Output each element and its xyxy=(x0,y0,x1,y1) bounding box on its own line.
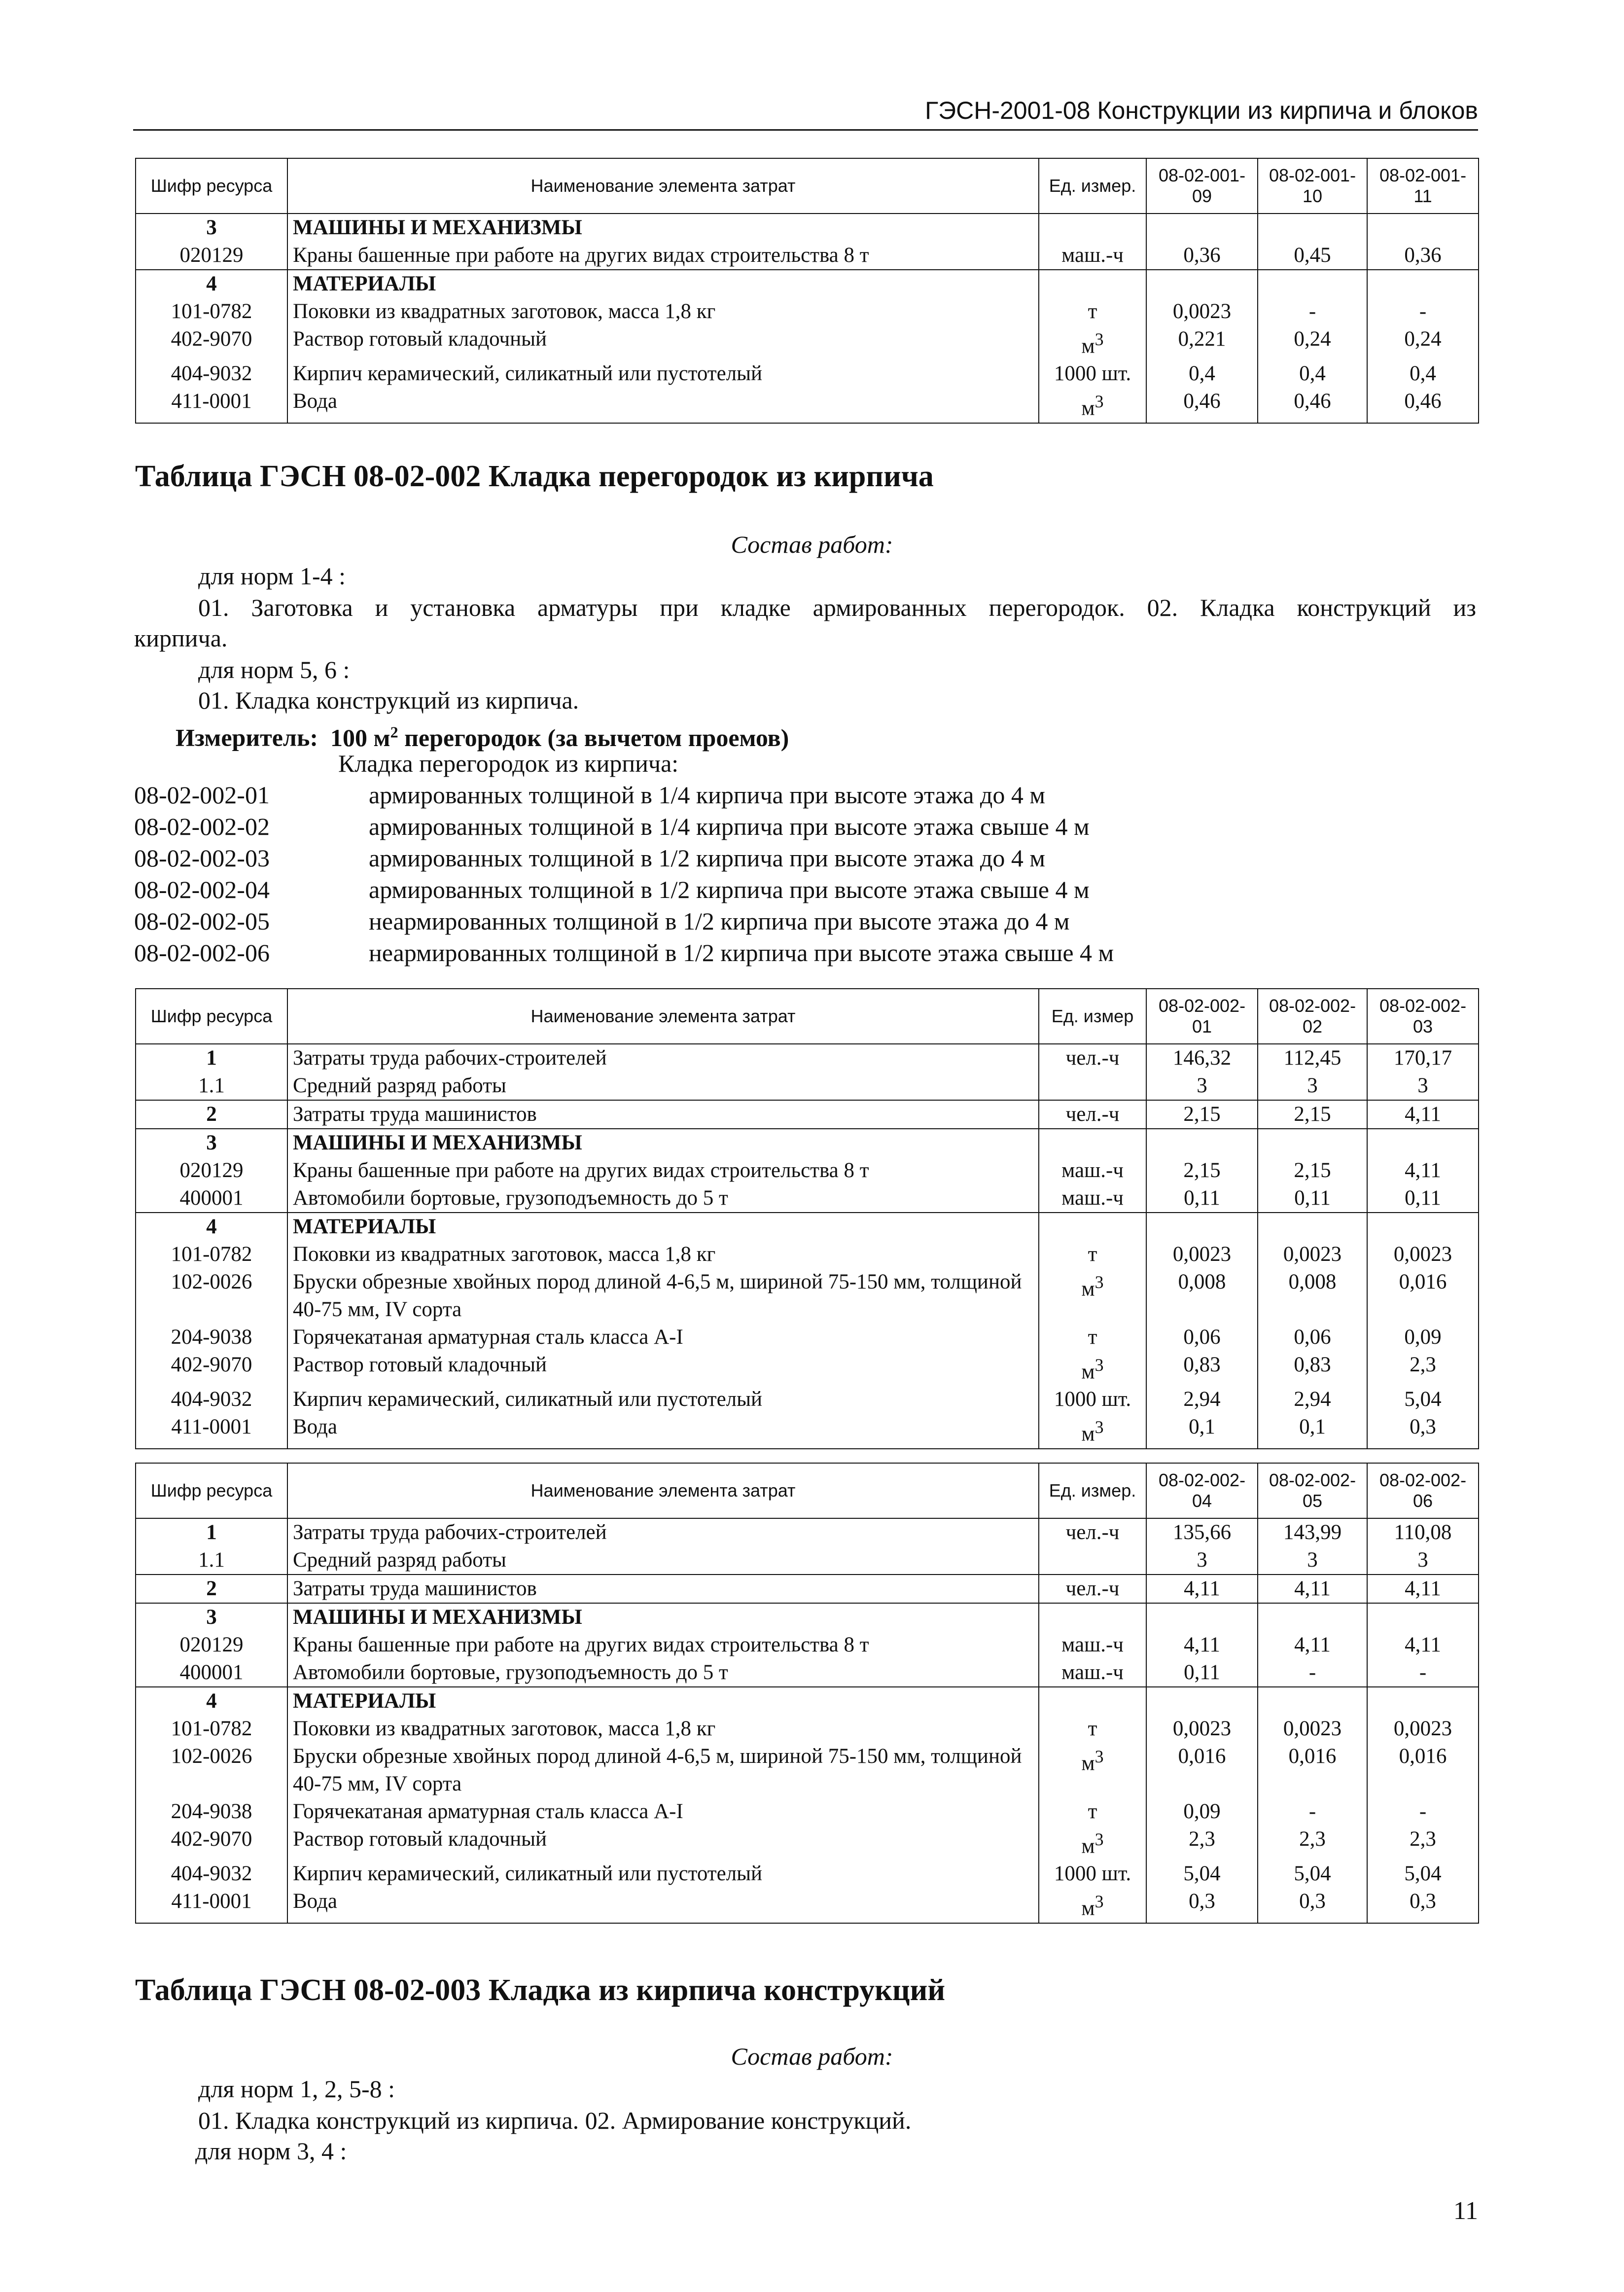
cell-b: 0,1 xyxy=(1258,1413,1367,1448)
cell-code: 1.1 xyxy=(136,1072,287,1100)
cell-a: 0,221 xyxy=(1146,325,1258,360)
cell-unit xyxy=(1039,1072,1146,1100)
cell-unit xyxy=(1039,270,1146,298)
cell-c: 2,3 xyxy=(1367,1826,1479,1860)
cell-a: 0,008 xyxy=(1146,1268,1258,1324)
table-header-row xyxy=(136,1463,1479,1518)
cell-c xyxy=(1367,1129,1479,1157)
cell-a: 146,32 xyxy=(1146,1044,1258,1072)
cell-b: 2,15 xyxy=(1258,1157,1367,1184)
cell-c: 0,24 xyxy=(1367,325,1479,360)
cell-b: 4,11 xyxy=(1258,1575,1367,1603)
meter-label: Измеритель: xyxy=(176,723,318,752)
cell-a: 3 xyxy=(1146,1546,1258,1575)
cell-unit: т xyxy=(1039,1715,1146,1743)
cell-name: Вода xyxy=(287,388,1039,423)
cell-a xyxy=(1146,270,1258,298)
cell-a: 0,3 xyxy=(1146,1888,1258,1923)
cell-name: Краны башенные при работе на других видах строительства 8 т xyxy=(287,242,1039,270)
cell-a: 0,4 xyxy=(1146,360,1258,388)
cell-c: 0,4 xyxy=(1367,360,1479,388)
cell-code: 404-9032 xyxy=(136,1386,287,1413)
cell-code: 4 xyxy=(136,1213,287,1241)
header-code: Шифр ресурса xyxy=(136,1463,287,1518)
cell-b: 5,04 xyxy=(1258,1860,1367,1888)
page-number: 11 xyxy=(1453,2197,1478,2225)
works-text: 01. Заготовка и установка арматуры при кладке армированных перегородок. 02. Кладка конструкций из xyxy=(198,594,1476,621)
cell-unit: т xyxy=(1039,1798,1146,1826)
norm-item: 08-02-002-06 неармированных толщиной в 1/2 кирпича при высоте этажа свыше 4 м xyxy=(134,939,1114,967)
table-row xyxy=(136,1518,1479,1546)
cell-b: 143,99 xyxy=(1258,1518,1367,1546)
cell-name: Бруски обрезные хвойных пород длиной 4-6,5 м, шириной 75-150 мм, толщиной 40-75 мм, IV сорта xyxy=(287,1268,1039,1324)
cell-c: 0,0023 xyxy=(1367,1715,1479,1743)
cell-name: МАТЕРИАЛЫ xyxy=(287,1687,1039,1715)
header-name: Наименование элемента затрат xyxy=(287,158,1039,214)
cell-c: 2,3 xyxy=(1367,1351,1479,1386)
cell-c: 5,04 xyxy=(1367,1386,1479,1413)
section-title: Таблица ГЭСН 08-02-003 Кладка из кирпича конструкций xyxy=(135,1973,946,2007)
cell-c: 4,11 xyxy=(1367,1157,1479,1184)
cell-unit: $м^3$ xyxy=(1039,325,1146,360)
norms-label: для норм 1-4 : xyxy=(198,562,346,590)
cell-c: 3 xyxy=(1367,1546,1479,1575)
cell-name: Вода xyxy=(287,1888,1039,1923)
cell-code: 1 xyxy=(136,1518,287,1546)
cell-code: 020129 xyxy=(136,1631,287,1659)
table-row xyxy=(136,1743,1479,1798)
cell-b: 0,4 xyxy=(1258,360,1367,388)
table-row xyxy=(136,325,1479,360)
cell-name: Затраты труда машинистов xyxy=(287,1100,1039,1129)
cell-code: 404-9032 xyxy=(136,1860,287,1888)
table-row xyxy=(136,1546,1479,1575)
cell-name: Раствор готовый кладочный xyxy=(287,1351,1039,1386)
cell-a: 0,46 xyxy=(1146,388,1258,423)
header-code: Шифр ресурса xyxy=(136,158,287,214)
cell-unit: маш.-ч xyxy=(1039,1659,1146,1687)
cell-code: 411-0001 xyxy=(136,1888,287,1923)
table-row xyxy=(136,242,1479,270)
cell-name: Горячекатаная арматурная сталь класса А-I xyxy=(287,1798,1039,1826)
cell-c xyxy=(1367,1603,1479,1631)
table-row xyxy=(136,1798,1479,1826)
cell-a: 0,1 xyxy=(1146,1413,1258,1448)
cell-a: 0,83 xyxy=(1146,1351,1258,1386)
norms-label: для норм 1, 2, 5-8 : xyxy=(198,2075,395,2103)
header-unit: Ед. измер xyxy=(1039,989,1146,1044)
table-row xyxy=(136,1575,1479,1603)
cell-unit: т xyxy=(1039,298,1146,325)
table-row xyxy=(136,1268,1479,1324)
cell-c: 3 xyxy=(1367,1072,1479,1100)
cell-b xyxy=(1258,1603,1367,1631)
cell-b: 3 xyxy=(1258,1072,1367,1100)
norm-item: 08-02-002-03 армированных толщиной в 1/2 кирпича при высоте этажа до 4 м xyxy=(134,844,1045,872)
cell-a: 2,3 xyxy=(1146,1826,1258,1860)
resource-table-3 xyxy=(135,1463,1479,1924)
cell-unit: маш.-ч xyxy=(1039,242,1146,270)
cell-a xyxy=(1146,1129,1258,1157)
cell-code: 3 xyxy=(136,1603,287,1631)
table-row xyxy=(136,1687,1479,1715)
works-heading: Состав работ: xyxy=(731,531,893,558)
table-row xyxy=(136,1413,1479,1448)
cell-name: Затраты труда машинистов xyxy=(287,1575,1039,1603)
cell-unit: маш.-ч xyxy=(1039,1157,1146,1184)
cell-a: 0,11 xyxy=(1146,1184,1258,1213)
cell-code: 020129 xyxy=(136,1157,287,1184)
cell-c xyxy=(1367,270,1479,298)
works-text: кирпича. xyxy=(134,624,228,652)
cell-code: 101-0782 xyxy=(136,1241,287,1268)
cell-a xyxy=(1146,1687,1258,1715)
cell-a: 2,94 xyxy=(1146,1386,1258,1413)
cell-code: 020129 xyxy=(136,242,287,270)
table-row xyxy=(136,214,1479,242)
section-title: Таблица ГЭСН 08-02-002 Кладка перегородок из кирпича xyxy=(135,460,934,493)
table-row xyxy=(136,1324,1479,1351)
cell-name: МАТЕРИАЛЫ xyxy=(287,270,1039,298)
cell-code: 102-0026 xyxy=(136,1268,287,1324)
running-header: ГЭСН-2001-08 Конструкции из кирпича и блоков xyxy=(133,95,1478,131)
cell-name: Краны башенные при работе на других видах строительства 8 т xyxy=(287,1631,1039,1659)
header-col-c: 08-02-002-03 xyxy=(1367,989,1479,1044)
cell-unit: $м^3$ xyxy=(1039,1743,1146,1798)
cell-unit: 1000 шт. xyxy=(1039,1860,1146,1888)
cell-unit xyxy=(1039,1129,1146,1157)
cell-c: 0,46 xyxy=(1367,388,1479,423)
cell-unit: чел.-ч xyxy=(1039,1575,1146,1603)
cell-name: Вода xyxy=(287,1413,1039,1448)
table-row xyxy=(136,1888,1479,1923)
cell-unit: $м^3$ xyxy=(1039,1826,1146,1860)
table-row xyxy=(136,1044,1479,1072)
cell-b: 0,0023 xyxy=(1258,1241,1367,1268)
cell-b: 2,94 xyxy=(1258,1386,1367,1413)
cell-code: 204-9038 xyxy=(136,1324,287,1351)
cell-name: Кирпич керамический, силикатный или пустотелый xyxy=(287,360,1039,388)
norm-item: 08-02-002-04 армированных толщиной в 1/2 кирпича при высоте этажа свыше 4 м xyxy=(134,876,1090,903)
cell-a: 0,36 xyxy=(1146,242,1258,270)
cell-code: 400001 xyxy=(136,1184,287,1213)
cell-unit: $м^3$ xyxy=(1039,1888,1146,1923)
cell-code: 404-9032 xyxy=(136,360,287,388)
norm-item: 08-02-002-01 армированных толщиной в 1/4 кирпича при высоте этажа до 4 м xyxy=(134,781,1045,809)
cell-unit: чел.-ч xyxy=(1039,1100,1146,1129)
header-unit: Ед. измер. xyxy=(1039,158,1146,214)
norm-item: 08-02-002-05 неармированных толщиной в 1/2 кирпича при высоте этажа до 4 м xyxy=(134,907,1070,935)
cell-unit: т xyxy=(1039,1241,1146,1268)
table-row xyxy=(136,1860,1479,1888)
header-col-c: 08-02-002-06 xyxy=(1367,1463,1479,1518)
cell-c: - xyxy=(1367,1659,1479,1687)
table-row xyxy=(136,1072,1479,1100)
cell-c: 4,11 xyxy=(1367,1631,1479,1659)
table-row xyxy=(136,1100,1479,1129)
cell-name: Раствор готовый кладочный xyxy=(287,1826,1039,1860)
cell-b: 2,3 xyxy=(1258,1826,1367,1860)
cell-name: Автомобили бортовые, грузоподъемность до 5 т xyxy=(287,1659,1039,1687)
cell-b xyxy=(1258,214,1367,242)
table-row xyxy=(136,1826,1479,1860)
cell-name: Горячекатаная арматурная сталь класса А-I xyxy=(287,1324,1039,1351)
cell-code: 101-0782 xyxy=(136,1715,287,1743)
table-row xyxy=(136,270,1479,298)
cell-c: 5,04 xyxy=(1367,1860,1479,1888)
table-row xyxy=(136,298,1479,325)
cell-a: 4,11 xyxy=(1146,1631,1258,1659)
cell-unit: т xyxy=(1039,1324,1146,1351)
cell-unit xyxy=(1039,1213,1146,1241)
cell-name: Поковки из квадратных заготовок, масса 1,8 кг xyxy=(287,298,1039,325)
cell-c xyxy=(1367,1213,1479,1241)
cell-b: 0,45 xyxy=(1258,242,1367,270)
cell-a: 0,016 xyxy=(1146,1743,1258,1798)
header-col-c: 08-02-001-11 xyxy=(1367,158,1479,214)
table-row xyxy=(136,1386,1479,1413)
table-row xyxy=(136,1157,1479,1184)
cell-unit: $м^3$ xyxy=(1039,1268,1146,1324)
header-name: Наименование элемента затрат xyxy=(287,1463,1039,1518)
cell-b: - xyxy=(1258,1798,1367,1826)
cell-a xyxy=(1146,1603,1258,1631)
cell-name: МАТЕРИАЛЫ xyxy=(287,1213,1039,1241)
cell-c: 110,08 xyxy=(1367,1518,1479,1546)
cell-code: 2 xyxy=(136,1575,287,1603)
cell-code: 4 xyxy=(136,270,287,298)
table-row xyxy=(136,388,1479,423)
table-header-row xyxy=(136,158,1479,214)
cell-code: 402-9070 xyxy=(136,325,287,360)
cell-a xyxy=(1146,1213,1258,1241)
table-row xyxy=(136,1631,1479,1659)
cell-unit: $м^3$ xyxy=(1039,1413,1146,1448)
cell-b: - xyxy=(1258,1659,1367,1687)
norm-item: 08-02-002-02 армированных толщиной в 1/4 кирпича при высоте этажа свыше 4 м xyxy=(134,813,1090,840)
cell-b xyxy=(1258,1687,1367,1715)
header-unit: Ед. измер. xyxy=(1039,1463,1146,1518)
cell-a xyxy=(1146,214,1258,242)
cell-code: 3 xyxy=(136,1129,287,1157)
cell-name: Средний разряд работы xyxy=(287,1546,1039,1575)
cell-name: МАШИНЫ И МЕХАНИЗМЫ xyxy=(287,214,1039,242)
cell-unit: маш.-ч xyxy=(1039,1631,1146,1659)
cell-a: 3 xyxy=(1146,1072,1258,1100)
cell-unit: чел.-ч xyxy=(1039,1044,1146,1072)
resource-table-1 xyxy=(135,158,1479,424)
cell-b: 0,46 xyxy=(1258,388,1367,423)
cell-code: 4 xyxy=(136,1687,287,1715)
cell-code: 3 xyxy=(136,214,287,242)
cell-b: 112,45 xyxy=(1258,1044,1367,1072)
cell-c: 0,0023 xyxy=(1367,1241,1479,1268)
cell-c: 0,11 xyxy=(1367,1184,1479,1213)
header-col-b: 08-02-002-05 xyxy=(1258,1463,1367,1518)
header-col-a: 08-02-002-04 xyxy=(1146,1463,1258,1518)
cell-name: Краны башенные при работе на других видах строительства 8 т xyxy=(287,1157,1039,1184)
cell-c: 0,36 xyxy=(1367,242,1479,270)
works-heading: Состав работ: xyxy=(731,2042,893,2070)
cell-c: 0,3 xyxy=(1367,1413,1479,1448)
cell-unit: $м^3$ xyxy=(1039,388,1146,423)
cell-unit: маш.-ч xyxy=(1039,1184,1146,1213)
cell-name: Средний разряд работы xyxy=(287,1072,1039,1100)
table-row xyxy=(136,1213,1479,1241)
table-row xyxy=(136,1715,1479,1743)
table-row xyxy=(136,1184,1479,1213)
cell-code: 102-0026 xyxy=(136,1743,287,1798)
resource-table-2 xyxy=(135,988,1479,1449)
cell-b: 0,24 xyxy=(1258,325,1367,360)
header-col-b: 08-02-002-02 xyxy=(1258,989,1367,1044)
norm-group-title: Кладка перегородок из кирпича: xyxy=(338,750,679,777)
cell-b xyxy=(1258,1129,1367,1157)
cell-code: 1 xyxy=(136,1044,287,1072)
cell-c: 4,11 xyxy=(1367,1575,1479,1603)
cell-unit xyxy=(1039,1546,1146,1575)
header-col-a: 08-02-001-09 xyxy=(1146,158,1258,214)
header-name: Наименование элемента затрат xyxy=(287,989,1039,1044)
cell-a: 2,15 xyxy=(1146,1100,1258,1129)
cell-a: 135,66 xyxy=(1146,1518,1258,1546)
cell-a: 0,0023 xyxy=(1146,1241,1258,1268)
cell-code: 400001 xyxy=(136,1659,287,1687)
cell-c: 170,17 xyxy=(1367,1044,1479,1072)
norms-label: для норм 5, 6 : xyxy=(198,656,350,683)
cell-c: 0,09 xyxy=(1367,1324,1479,1351)
cell-name: Бруски обрезные хвойных пород длиной 4-6,5 м, шириной 75-150 мм, толщиной 40-75 мм, IV сорта xyxy=(287,1743,1039,1798)
cell-name: Кирпич керамический, силикатный или пустотелый xyxy=(287,1860,1039,1888)
cell-b: 0,83 xyxy=(1258,1351,1367,1386)
cell-code: 101-0782 xyxy=(136,298,287,325)
cell-unit: чел.-ч xyxy=(1039,1518,1146,1546)
cell-a: 2,15 xyxy=(1146,1157,1258,1184)
table-row xyxy=(136,1351,1479,1386)
cell-a: 0,0023 xyxy=(1146,298,1258,325)
cell-name: Поковки из квадратных заготовок, масса 1,8 кг xyxy=(287,1241,1039,1268)
cell-name: Автомобили бортовые, грузоподъемность до 5 т xyxy=(287,1184,1039,1213)
table-row xyxy=(136,360,1479,388)
cell-code: 402-9070 xyxy=(136,1351,287,1386)
works-text: 01. Кладка конструкций из кирпича. xyxy=(198,686,579,714)
cell-b: 0,016 xyxy=(1258,1743,1367,1798)
cell-c: - xyxy=(1367,1798,1479,1826)
cell-c xyxy=(1367,214,1479,242)
table-row xyxy=(136,1603,1479,1631)
cell-code: 1.1 xyxy=(136,1546,287,1575)
cell-a: 5,04 xyxy=(1146,1860,1258,1888)
cell-c: 4,11 xyxy=(1367,1100,1479,1129)
cell-b: 0,0023 xyxy=(1258,1715,1367,1743)
cell-c xyxy=(1367,1687,1479,1715)
cell-b: 3 xyxy=(1258,1546,1367,1575)
cell-unit xyxy=(1039,214,1146,242)
norms-label: для норм 3, 4 : xyxy=(195,2137,347,2165)
table-row xyxy=(136,1241,1479,1268)
header-col-b: 08-02-001-10 xyxy=(1258,158,1367,214)
cell-b xyxy=(1258,270,1367,298)
cell-a: 0,09 xyxy=(1146,1798,1258,1826)
cell-unit xyxy=(1039,1603,1146,1631)
cell-name: Поковки из квадратных заготовок, масса 1,8 кг xyxy=(287,1715,1039,1743)
cell-a: 0,0023 xyxy=(1146,1715,1258,1743)
cell-b: - xyxy=(1258,298,1367,325)
cell-b: 0,06 xyxy=(1258,1324,1367,1351)
cell-code: 402-9070 xyxy=(136,1826,287,1860)
cell-b xyxy=(1258,1213,1367,1241)
cell-name: Раствор готовый кладочный xyxy=(287,325,1039,360)
cell-unit: 1000 шт. xyxy=(1039,360,1146,388)
table-row xyxy=(136,1659,1479,1687)
cell-unit: 1000 шт. xyxy=(1039,1386,1146,1413)
cell-name: Кирпич керамический, силикатный или пустотелый xyxy=(287,1386,1039,1413)
header-col-a: 08-02-002-01 xyxy=(1146,989,1258,1044)
cell-c: 0,016 xyxy=(1367,1743,1479,1798)
cell-code: 204-9038 xyxy=(136,1798,287,1826)
cell-b: 2,15 xyxy=(1258,1100,1367,1129)
table-row xyxy=(136,1129,1479,1157)
cell-b: 4,11 xyxy=(1258,1631,1367,1659)
cell-unit: $м^3$ xyxy=(1039,1351,1146,1386)
cell-code: 2 xyxy=(136,1100,287,1129)
cell-b: 0,11 xyxy=(1258,1184,1367,1213)
works-text: 01. Кладка конструкций из кирпича. 02. Армирование конструкций. xyxy=(198,2107,912,2134)
cell-c: 0,3 xyxy=(1367,1888,1479,1923)
meter-value: 100 $м^2$ перегородок (за вычетом проемов) xyxy=(330,723,789,752)
header-code: Шифр ресурса xyxy=(136,989,287,1044)
cell-a: 0,11 xyxy=(1146,1659,1258,1687)
cell-b: 0,008 xyxy=(1258,1268,1367,1324)
cell-name: Затраты труда рабочих-строителей xyxy=(287,1044,1039,1072)
cell-unit xyxy=(1039,1687,1146,1715)
cell-a: 4,11 xyxy=(1146,1575,1258,1603)
cell-name: Затраты труда рабочих-строителей xyxy=(287,1518,1039,1546)
cell-name: МАШИНЫ И МЕХАНИЗМЫ xyxy=(287,1129,1039,1157)
cell-c: - xyxy=(1367,298,1479,325)
cell-name: МАШИНЫ И МЕХАНИЗМЫ xyxy=(287,1603,1039,1631)
cell-a: 0,06 xyxy=(1146,1324,1258,1351)
cell-b: 0,3 xyxy=(1258,1888,1367,1923)
cell-code: 411-0001 xyxy=(136,1413,287,1448)
cell-code: 411-0001 xyxy=(136,388,287,423)
table-header-row xyxy=(136,989,1479,1044)
cell-c: 0,016 xyxy=(1367,1268,1479,1324)
